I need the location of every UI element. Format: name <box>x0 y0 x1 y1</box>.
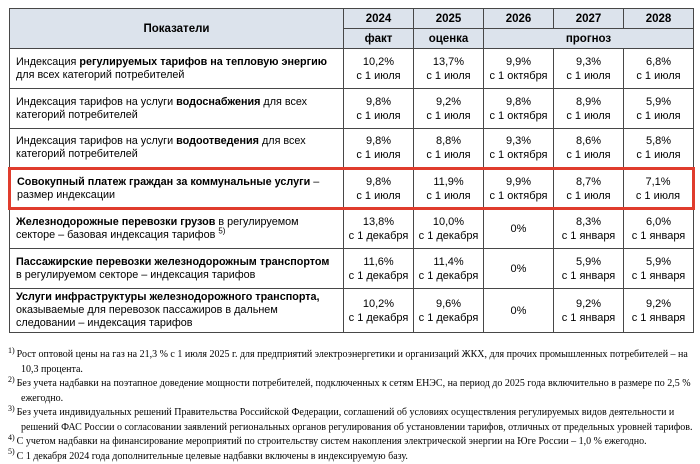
value-cell <box>484 89 554 129</box>
value-cell <box>624 249 694 289</box>
value-cell <box>554 249 624 289</box>
year-header-2027: 2027 <box>554 9 624 29</box>
footnote-marker: 3) <box>8 404 17 413</box>
value-date: с 1 января <box>556 229 621 243</box>
value-date: с 1 декабря <box>416 311 481 325</box>
value-date: с 1 января <box>556 311 621 325</box>
value-percent: 9,8% <box>486 95 551 109</box>
value-percent: 9,3% <box>556 55 621 69</box>
value-cell <box>554 89 624 129</box>
footnote-marker: 5) <box>8 447 17 456</box>
value-cell <box>344 49 414 89</box>
sub-header-3: прогноз <box>484 29 694 49</box>
indicator-text: Индексация тарифов на услуги <box>16 96 176 108</box>
value-cell <box>624 89 694 129</box>
value-cell <box>484 169 554 209</box>
value-cell <box>344 89 414 129</box>
value-percent: 13,7% <box>416 55 481 69</box>
value-date: с 1 июля <box>346 69 411 83</box>
footnote <box>8 406 694 435</box>
sub-header-1: факт <box>344 29 414 49</box>
value-cell <box>344 129 414 169</box>
value-date: с 1 июля <box>556 189 621 203</box>
footnote-marker: 1) <box>8 346 17 355</box>
table-row <box>10 249 694 289</box>
value-date: с 1 июля <box>626 109 691 123</box>
value-date: с 1 декабря <box>346 229 411 243</box>
value-date: с 1 октября <box>486 109 551 123</box>
value-date: с 1 июля <box>416 69 481 83</box>
value-cell <box>554 169 624 209</box>
value-percent: 9,8% <box>346 134 411 148</box>
value-cell <box>484 249 554 289</box>
value-percent: 9,8% <box>346 95 411 109</box>
indicator-text-bold: Совокупный платеж граждан за коммунальные услуги <box>17 176 310 188</box>
value-date: с 1 декабря <box>346 269 411 283</box>
value-percent: 13,8% <box>346 215 411 229</box>
value-percent: 8,3% <box>556 215 621 229</box>
footnote <box>8 435 694 450</box>
value-date: с 1 июля <box>556 109 621 123</box>
indicator-cell <box>10 209 344 249</box>
footnote-marker: 4) <box>8 433 17 442</box>
indicator-cell <box>10 169 344 209</box>
value-cell <box>624 49 694 89</box>
value-percent: 5,8% <box>626 134 691 148</box>
footnote-text: С 1 декабря 2024 года дополнительные целевые надбавки включены в индексируемую базу. <box>17 451 408 462</box>
value-date: с 1 октября <box>486 189 551 203</box>
value-cell <box>414 289 484 333</box>
footnote <box>8 377 694 406</box>
indicator-text-bold: Услуги инфраструктуры железнодорожного транспорта, <box>16 291 320 303</box>
value-date: с 1 июля <box>626 189 690 203</box>
footnote-text: Без учета надбавки на поэтапное доведение мощности потребителей, подключенных к сетям ЕНЭС, на период до 2025 года включительно в размере по 2,5 % ежегодно. <box>17 378 691 404</box>
footnotes-block <box>8 348 694 464</box>
value-percent: 8,9% <box>556 95 621 109</box>
value-cell <box>344 169 414 209</box>
footnote-text: Без учета индивидуальных решений Правительства Российской Федерации, соглашений об условиях осуществления регулируемых видов деятельности и решений ФАС России о согласовании заявлений региональных органов регулирования об установлении тарифов, отличных от предельных уровней тарифов. <box>17 407 693 433</box>
value-percent: 0% <box>486 262 551 276</box>
value-percent: 8,8% <box>416 134 481 148</box>
table-row <box>10 129 694 169</box>
value-date: с 1 июля <box>416 148 481 162</box>
value-date: с 1 июля <box>626 148 691 162</box>
value-date: с 1 июля <box>556 148 621 162</box>
value-percent: 0% <box>486 222 551 236</box>
value-date: с 1 июля <box>556 69 621 83</box>
indicator-text-bold: Пассажирские перевозки железнодорожным транспортом <box>16 256 329 268</box>
value-date: с 1 января <box>626 311 691 325</box>
indicator-cell <box>10 49 344 89</box>
value-percent: 10,2% <box>346 55 411 69</box>
indicator-text: для всех категорий потребителей <box>16 69 184 81</box>
indicator-text-bold: водоснабжения <box>176 96 260 108</box>
value-percent: 11,9% <box>416 175 481 189</box>
indicator-cell <box>10 289 344 333</box>
value-date: с 1 января <box>626 229 691 243</box>
value-date: с 1 июля <box>346 109 411 123</box>
value-percent: 6,0% <box>626 215 691 229</box>
value-percent: 9,2% <box>556 297 621 311</box>
indicator-cell <box>10 89 344 129</box>
value-date: с 1 декабря <box>416 229 481 243</box>
value-cell <box>554 49 624 89</box>
table-body <box>10 49 694 333</box>
indicator-text-bold: водоотведения <box>176 135 259 147</box>
value-cell <box>624 289 694 333</box>
value-date: с 1 июля <box>626 69 691 83</box>
sub-header-1: оценка <box>414 29 484 49</box>
value-percent: 11,6% <box>346 255 411 269</box>
table-row <box>10 209 694 249</box>
value-percent: 7,1% <box>626 175 690 189</box>
value-percent: 5,9% <box>626 95 691 109</box>
indicators-header: Показатели <box>10 9 344 49</box>
footnote <box>8 348 694 377</box>
value-cell <box>414 169 484 209</box>
value-percent: 9,9% <box>486 55 551 69</box>
value-cell <box>554 209 624 249</box>
value-percent: 0% <box>486 304 551 318</box>
value-date: с 1 июля <box>416 189 481 203</box>
value-percent: 9,8% <box>346 175 411 189</box>
footnote-text: Рост оптовой цены на газ на 21,3 % с 1 июля 2025 г. для предприятий электроэнергетики и организаций ЖКХ, для прочих промышленных потребителей – на 10,3 процента. <box>17 349 688 375</box>
value-cell <box>414 129 484 169</box>
value-percent: 8,7% <box>556 175 621 189</box>
value-cell <box>414 49 484 89</box>
value-cell <box>484 209 554 249</box>
indicator-text: в регулируемом секторе – базовая индексация тарифов <box>16 216 299 241</box>
value-cell <box>624 129 694 169</box>
table-header <box>10 9 694 49</box>
indicator-text: для всех категорий потребителей <box>16 135 306 160</box>
indicator-text-bold: регулируемых тарифов на тепловую энергию <box>79 56 327 68</box>
value-date: с 1 июля <box>346 148 411 162</box>
value-date: с 1 июля <box>416 109 481 123</box>
table-row <box>10 89 694 129</box>
value-percent: 6,8% <box>626 55 691 69</box>
value-cell <box>344 209 414 249</box>
value-cell <box>554 129 624 169</box>
value-percent: 10,0% <box>416 215 481 229</box>
value-percent: 9,3% <box>486 134 551 148</box>
value-percent: 10,2% <box>346 297 411 311</box>
tariff-indexation-table <box>8 8 695 333</box>
value-cell <box>554 289 624 333</box>
value-percent: 5,9% <box>556 255 621 269</box>
value-percent: 9,2% <box>416 95 481 109</box>
table-row-highlighted <box>10 169 694 209</box>
footnote-marker: 2) <box>8 375 17 384</box>
indicator-text: оказываемые для перевозок пассажиров в дальнем следовании – индексация тарифов <box>16 304 278 329</box>
value-date: с 1 января <box>626 269 691 283</box>
indicator-text: Индексация тарифов на услуги <box>16 135 176 147</box>
value-cell <box>624 169 694 209</box>
value-percent: 11,4% <box>416 255 481 269</box>
value-date: с 1 января <box>556 269 621 283</box>
value-cell <box>414 89 484 129</box>
year-header-2024: 2024 <box>344 9 414 29</box>
footnote-ref: 5) <box>218 226 225 235</box>
indicator-text: – размер индексации <box>17 176 319 201</box>
value-percent: 9,2% <box>626 297 691 311</box>
value-cell <box>484 129 554 169</box>
value-cell <box>624 209 694 249</box>
value-date: с 1 октября <box>486 69 551 83</box>
value-cell <box>484 289 554 333</box>
year-header-2026: 2026 <box>484 9 554 29</box>
indicator-text: в регулируемом секторе – индексация тарифов <box>16 269 255 281</box>
value-cell <box>344 289 414 333</box>
value-percent: 9,9% <box>486 175 551 189</box>
indicator-text: Индексация <box>16 56 79 68</box>
header-row-years <box>10 9 694 29</box>
value-date: с 1 декабря <box>416 269 481 283</box>
value-cell <box>414 209 484 249</box>
value-percent: 8,6% <box>556 134 621 148</box>
value-date: с 1 декабря <box>346 311 411 325</box>
indicator-text: для всех категорий потребителей <box>16 96 307 121</box>
footnote-text: С учетом надбавки на финансирование мероприятий по строительству систем накопления электрической энергии на Юге России – 1,0 % ежегодно. <box>17 436 647 447</box>
year-header-2025: 2025 <box>414 9 484 29</box>
table-row <box>10 289 694 333</box>
table-row <box>10 49 694 89</box>
value-percent: 9,6% <box>416 297 481 311</box>
indicator-cell <box>10 249 344 289</box>
year-header-2028: 2028 <box>624 9 694 29</box>
value-date: с 1 июля <box>346 189 411 203</box>
value-cell <box>414 249 484 289</box>
indicator-cell <box>10 129 344 169</box>
value-percent: 5,9% <box>626 255 691 269</box>
indicator-text-bold: Железнодорожные перевозки грузов <box>16 216 215 228</box>
value-date: с 1 октября <box>486 148 551 162</box>
value-cell <box>484 49 554 89</box>
value-cell <box>344 249 414 289</box>
footnote <box>8 450 694 464</box>
